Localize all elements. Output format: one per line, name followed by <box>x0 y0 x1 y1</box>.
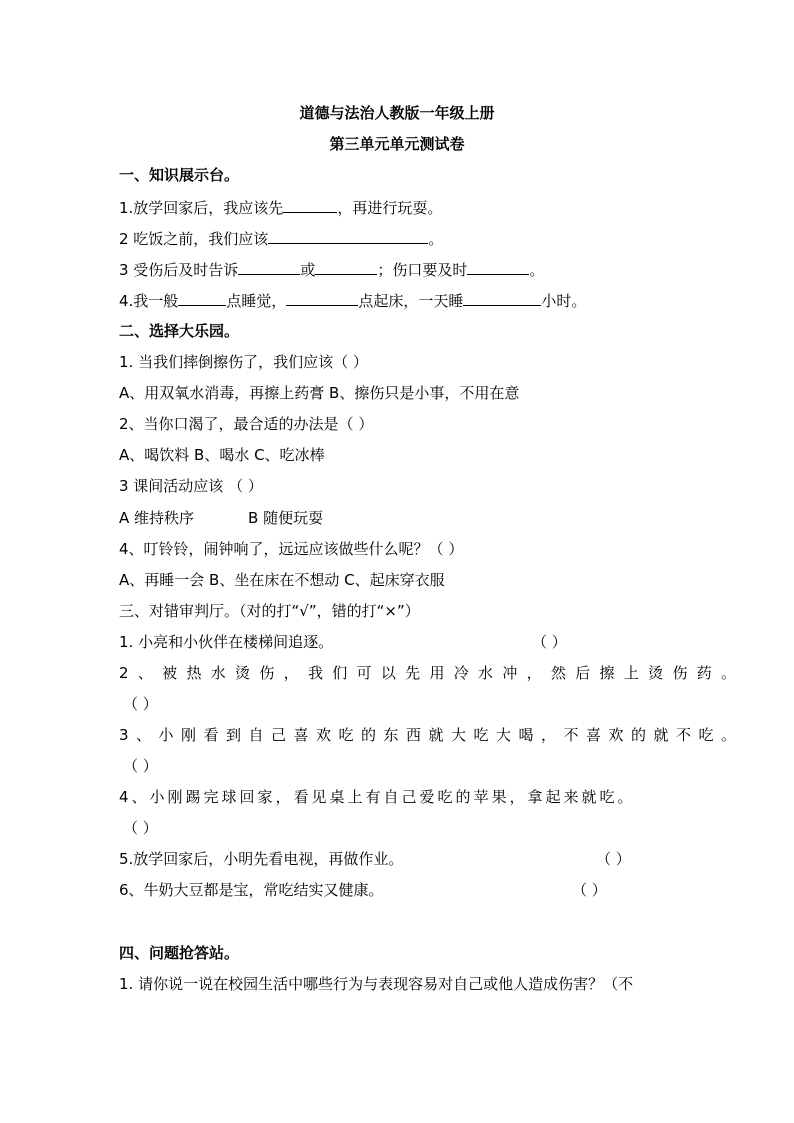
q2-text-a: 2 吃饭之前，我们应该 <box>119 230 269 248</box>
section-3-question-5: 5.放学回家后，小明先看电视，再做作业。 <box>119 850 404 868</box>
q4-blank-2 <box>286 289 358 306</box>
section-3-question-5-answer-paren: （ ） <box>596 850 631 868</box>
section-4-question-1: 1. 请你说一说在校园生活中哪些行为与表现容易对自己或他人造成伤害？（不 <box>119 975 634 993</box>
q4-text-c: 点起床，一天睡 <box>358 292 464 310</box>
section-2-question-3-options <box>119 507 323 529</box>
q3-text-a: 3 受伤后及时告诉 <box>119 261 239 279</box>
section-3-question-4: 4、小刚踢完球回家，看见桌上有自己爱吃的苹果，拿起来就吃。 <box>119 788 636 806</box>
section-3-question-4-answer-paren: （ ） <box>123 819 158 837</box>
section-2-question-4-options: A、再睡一会 B、坐在床在不想动 C、起床穿衣服 <box>119 571 445 589</box>
q3-text-b: 或 <box>300 261 316 279</box>
section-4-heading: 四、问题抢答站。 <box>119 944 240 962</box>
section-1-question-4 <box>119 289 586 312</box>
q3-text-c: ；伤口要及时 <box>377 261 468 279</box>
q3-option-a: A 维持秩序 <box>119 509 195 527</box>
document-title: 道德与法治人教版一年级上册 <box>299 104 495 122</box>
q2-text-b: 。 <box>428 230 444 248</box>
section-3-question-3: 3、小刚看到自己喜欢吃的东西就大吃大喝，不喜欢的就不吃。 <box>119 726 744 744</box>
q4-text-a: 4.我一般 <box>119 292 179 310</box>
section-2-question-4: 4、叮铃铃，闹钟响了，远远应该做些什么呢？（ ） <box>119 540 464 558</box>
section-2-question-2: 2、当你口渴了，最合适的办法是（ ） <box>119 415 374 433</box>
q1-blank-1 <box>283 196 337 213</box>
section-2-question-2-options: A、喝饮料 B、喝水 C、吃冰棒 <box>119 446 325 464</box>
section-3-question-2-answer-paren: （ ） <box>123 695 158 713</box>
section-3-heading: 三、对错审判厅。（对的打“√”，错的打“×”） <box>119 602 420 620</box>
section-2-question-3: 3 课间活动应该 （ ） <box>119 477 263 495</box>
section-2-question-1: 1. 当我们摔倒擦伤了，我们应该（ ） <box>119 353 368 371</box>
section-2-question-1-options: A、用双氧水消毒，再擦上药膏 B、擦伤只是小事，不用在意 <box>119 384 520 402</box>
q3-blank-1 <box>238 258 300 275</box>
section-1-heading: 一、知识展示台。 <box>119 166 240 184</box>
q3-text-d: 。 <box>529 261 545 279</box>
q3-blank-3 <box>467 258 529 275</box>
section-3-question-6: 6、牛奶大豆都是宝，常吃结实又健康。 <box>119 881 384 899</box>
section-3-question-1: 1. 小亮和小伙伴在楼梯间追逐。 <box>119 633 334 651</box>
section-3-question-1-answer-paren: （ ） <box>532 633 567 651</box>
q2-blank-1 <box>268 227 428 244</box>
section-1-question-2 <box>119 227 443 250</box>
section-3-question-3-answer-paren: （ ） <box>123 757 158 775</box>
q3-blank-2 <box>315 258 377 275</box>
q4-blank-1 <box>178 289 226 306</box>
document-subtitle: 第三单元单元测试卷 <box>329 135 465 153</box>
q3-option-b: B 随便玩耍 <box>248 509 324 527</box>
section-1-question-3 <box>119 258 544 281</box>
section-2-heading: 二、选择大乐园。 <box>119 322 240 340</box>
q4-blank-3 <box>463 289 541 306</box>
section-3-question-6-answer-paren: （ ） <box>572 881 607 899</box>
section-3-question-2: 2、被热水烫伤，我们可以先用冷水冲，然后擦上烫伤药。 <box>119 664 746 682</box>
q1-text-a: 1.放学回家后，我应该先 <box>119 199 284 217</box>
q4-text-d: 小时。 <box>541 292 587 310</box>
q4-text-b: 点睡觉， <box>226 292 287 310</box>
q1-text-b: ，再进行玩耍。 <box>337 199 443 217</box>
section-1-question-1 <box>119 196 442 219</box>
